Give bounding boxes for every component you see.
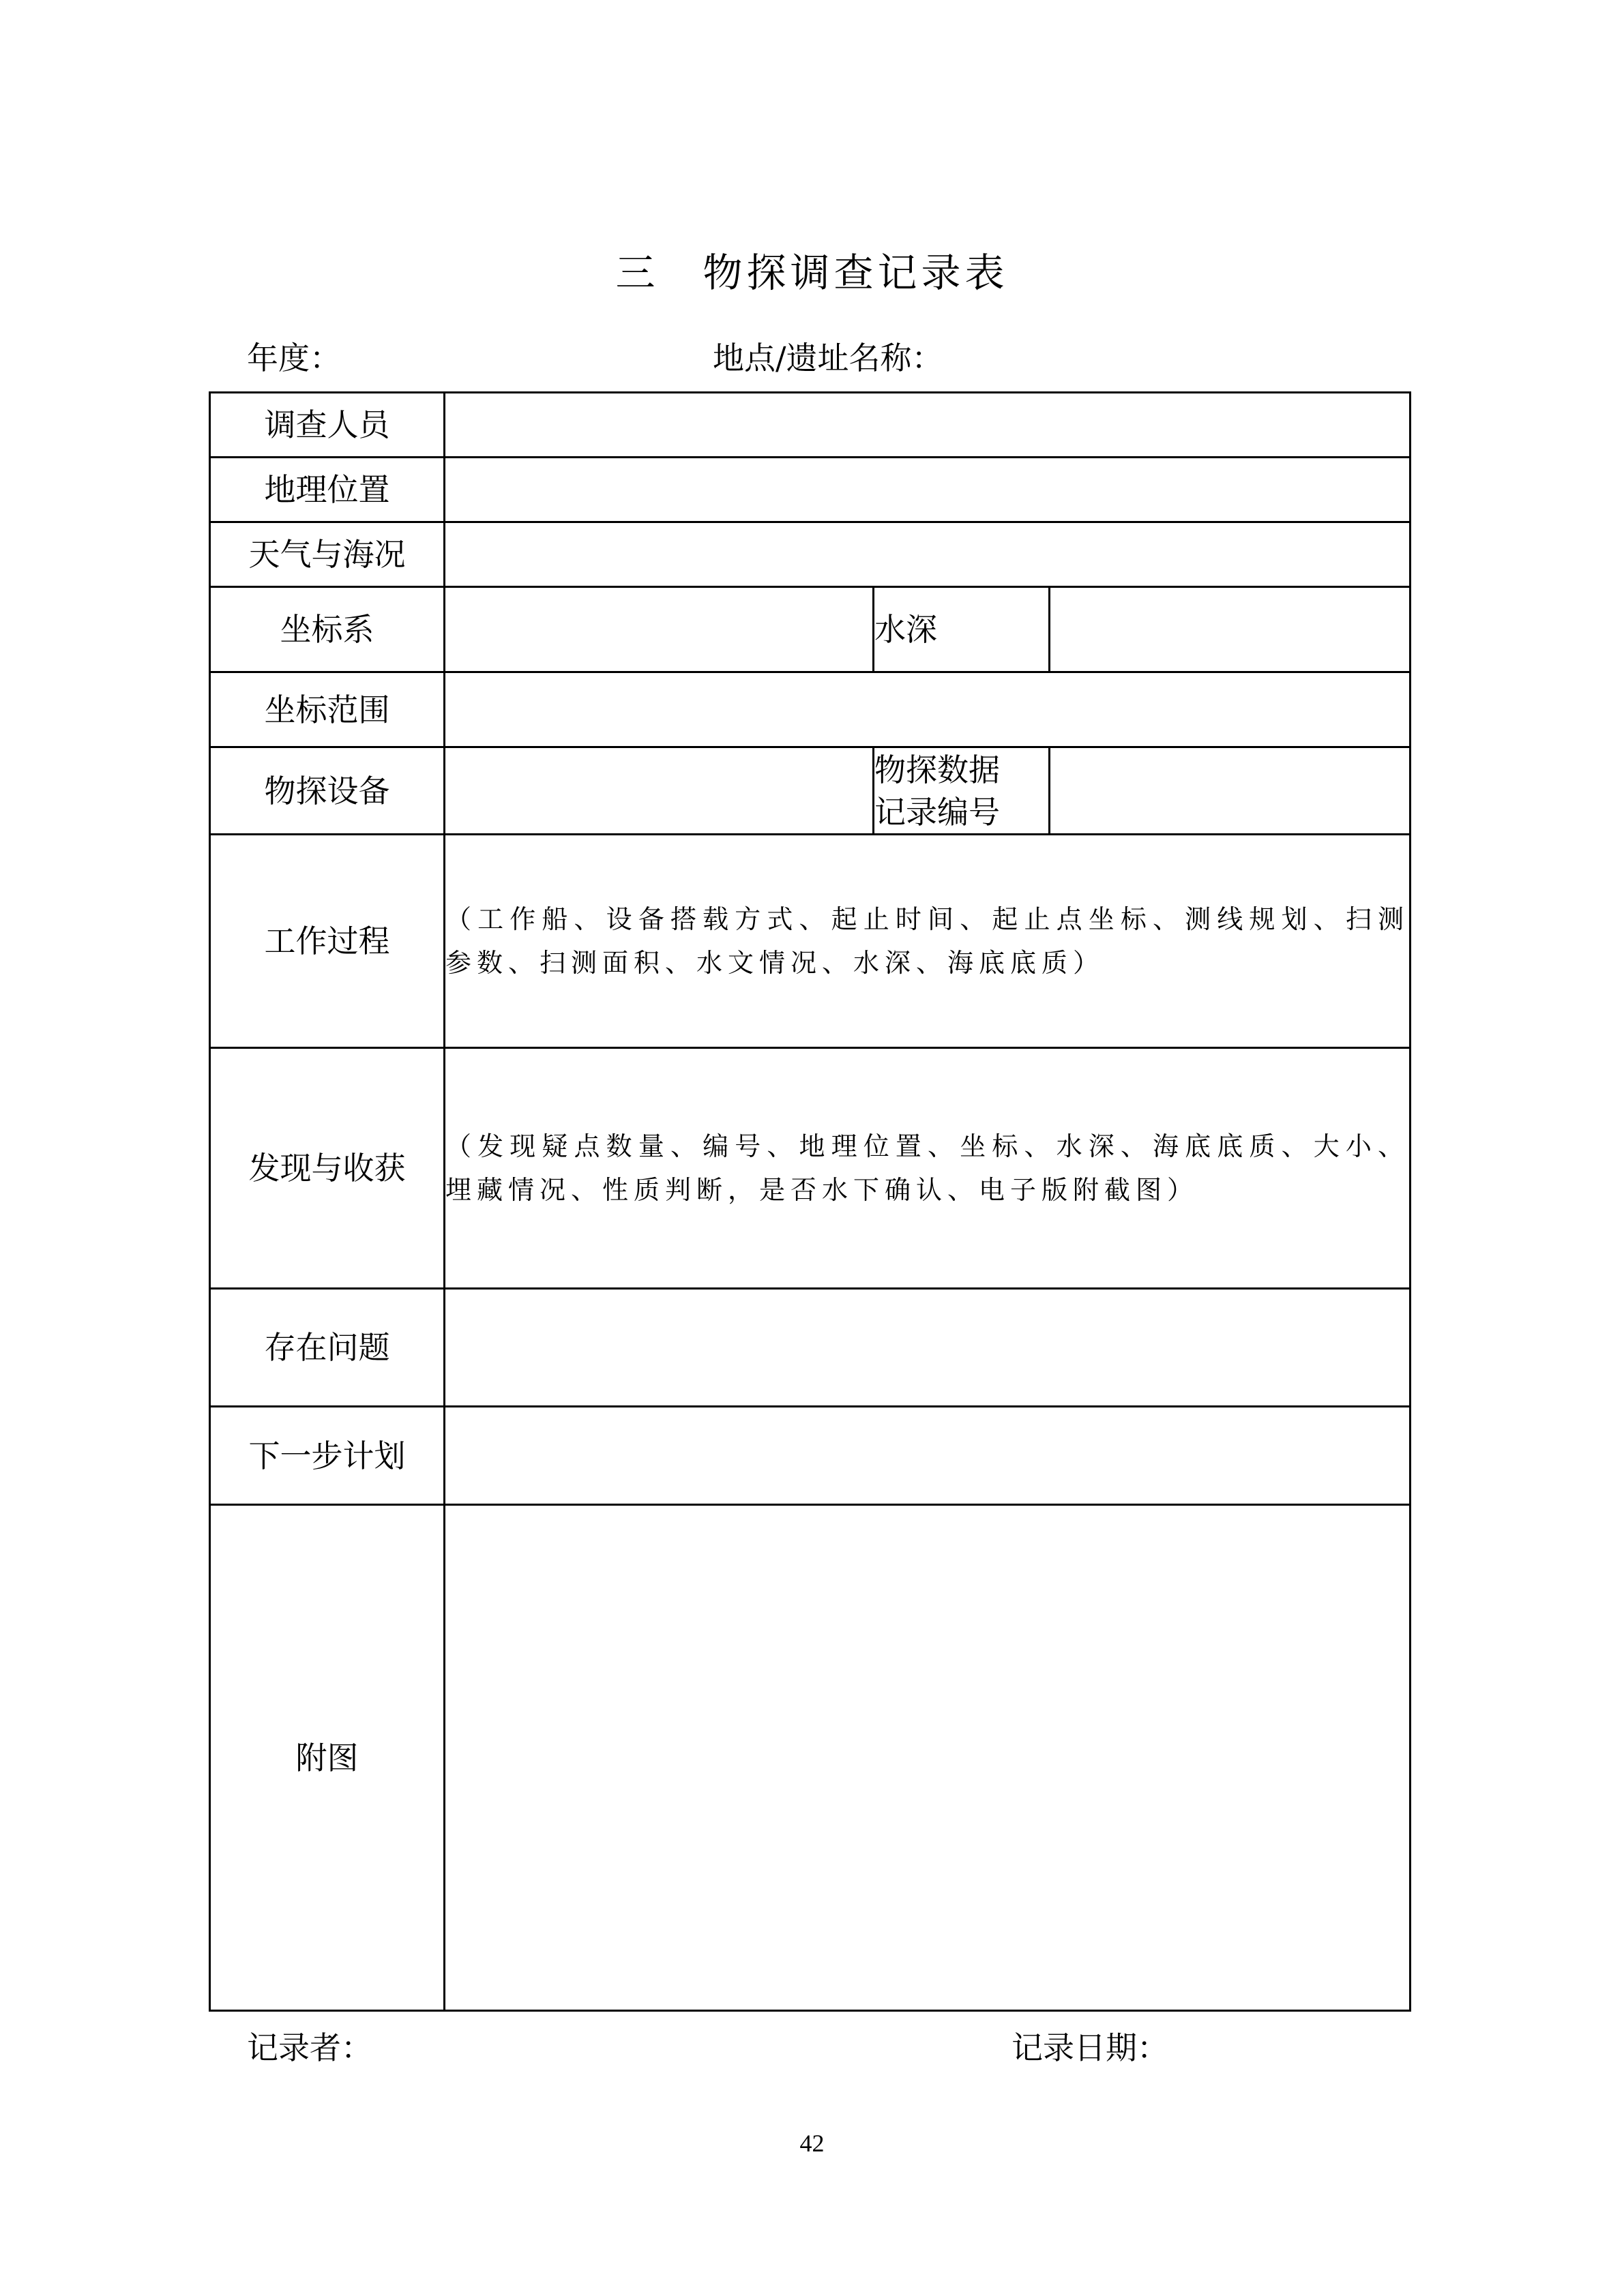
recorder-label: 记录者： [247, 2029, 372, 2066]
form-title: 三 物探调查记录表 [615, 250, 1009, 296]
investigators-field[interactable] [445, 393, 1411, 458]
data-record-number-label [874, 747, 1050, 835]
work-process-label: 工作过程 [210, 835, 445, 1048]
location-label: 地理位置 [210, 458, 445, 522]
table-row [210, 1407, 1411, 1505]
data-record-number-label-line2: 记录编号 [874, 793, 1000, 831]
issues-field[interactable] [445, 1289, 1411, 1407]
table-row [210, 522, 1411, 587]
coordinate-range-label: 坐标范围 [210, 672, 445, 747]
water-depth-field[interactable] [1050, 587, 1411, 672]
findings-hint: （发现疑点数量、编号、地理位置、坐标、水深、海底底质、大小、埋藏情况、性质判断，是否水下确认、电子版附截图） [445, 1131, 1409, 1205]
survey-record-table [209, 391, 1411, 2012]
table-row [210, 587, 1411, 672]
next-plan-label: 下一步计划 [210, 1407, 445, 1505]
findings-label: 发现与收获 [210, 1048, 445, 1289]
water-depth-label: 水深 [874, 587, 1050, 672]
work-process-hint: （工作船、设备搭载方式、起止时间、起止点坐标、测线规划、扫测参数、扫测面积、水文情况、水深、海底底质） [445, 904, 1409, 978]
weather-field[interactable] [445, 522, 1411, 587]
table-row [210, 1048, 1411, 1289]
work-process-field[interactable] [445, 835, 1411, 1048]
coordinate-system-label: 坐标系 [210, 587, 445, 672]
page-number: 42 [799, 2130, 825, 2157]
issues-label: 存在问题 [210, 1289, 445, 1407]
table-row [210, 747, 1411, 835]
equipment-field[interactable] [445, 747, 874, 835]
table-row [210, 672, 1411, 747]
investigators-label: 调查人员 [210, 393, 445, 458]
figures-field[interactable] [445, 1505, 1411, 2011]
data-record-number-label-line1: 物探数据 [874, 751, 1000, 788]
coordinate-system-field[interactable] [445, 587, 874, 672]
table-row [210, 1505, 1411, 2011]
site-name-label: 地点/遗址名称： [713, 340, 943, 376]
record-date-label: 记录日期： [1012, 2029, 1168, 2066]
table-row [210, 393, 1411, 458]
next-plan-field[interactable] [445, 1407, 1411, 1505]
data-record-number-field[interactable] [1050, 747, 1411, 835]
table-row [210, 1289, 1411, 1407]
figures-label: 附图 [210, 1505, 445, 2011]
weather-label: 天气与海况 [210, 522, 445, 587]
table-row [210, 835, 1411, 1048]
coordinate-range-field[interactable] [445, 672, 1411, 747]
findings-field[interactable] [445, 1048, 1411, 1289]
table-row [210, 458, 1411, 522]
location-field[interactable] [445, 458, 1411, 522]
year-label: 年度： [247, 340, 341, 376]
equipment-label: 物探设备 [210, 747, 445, 835]
